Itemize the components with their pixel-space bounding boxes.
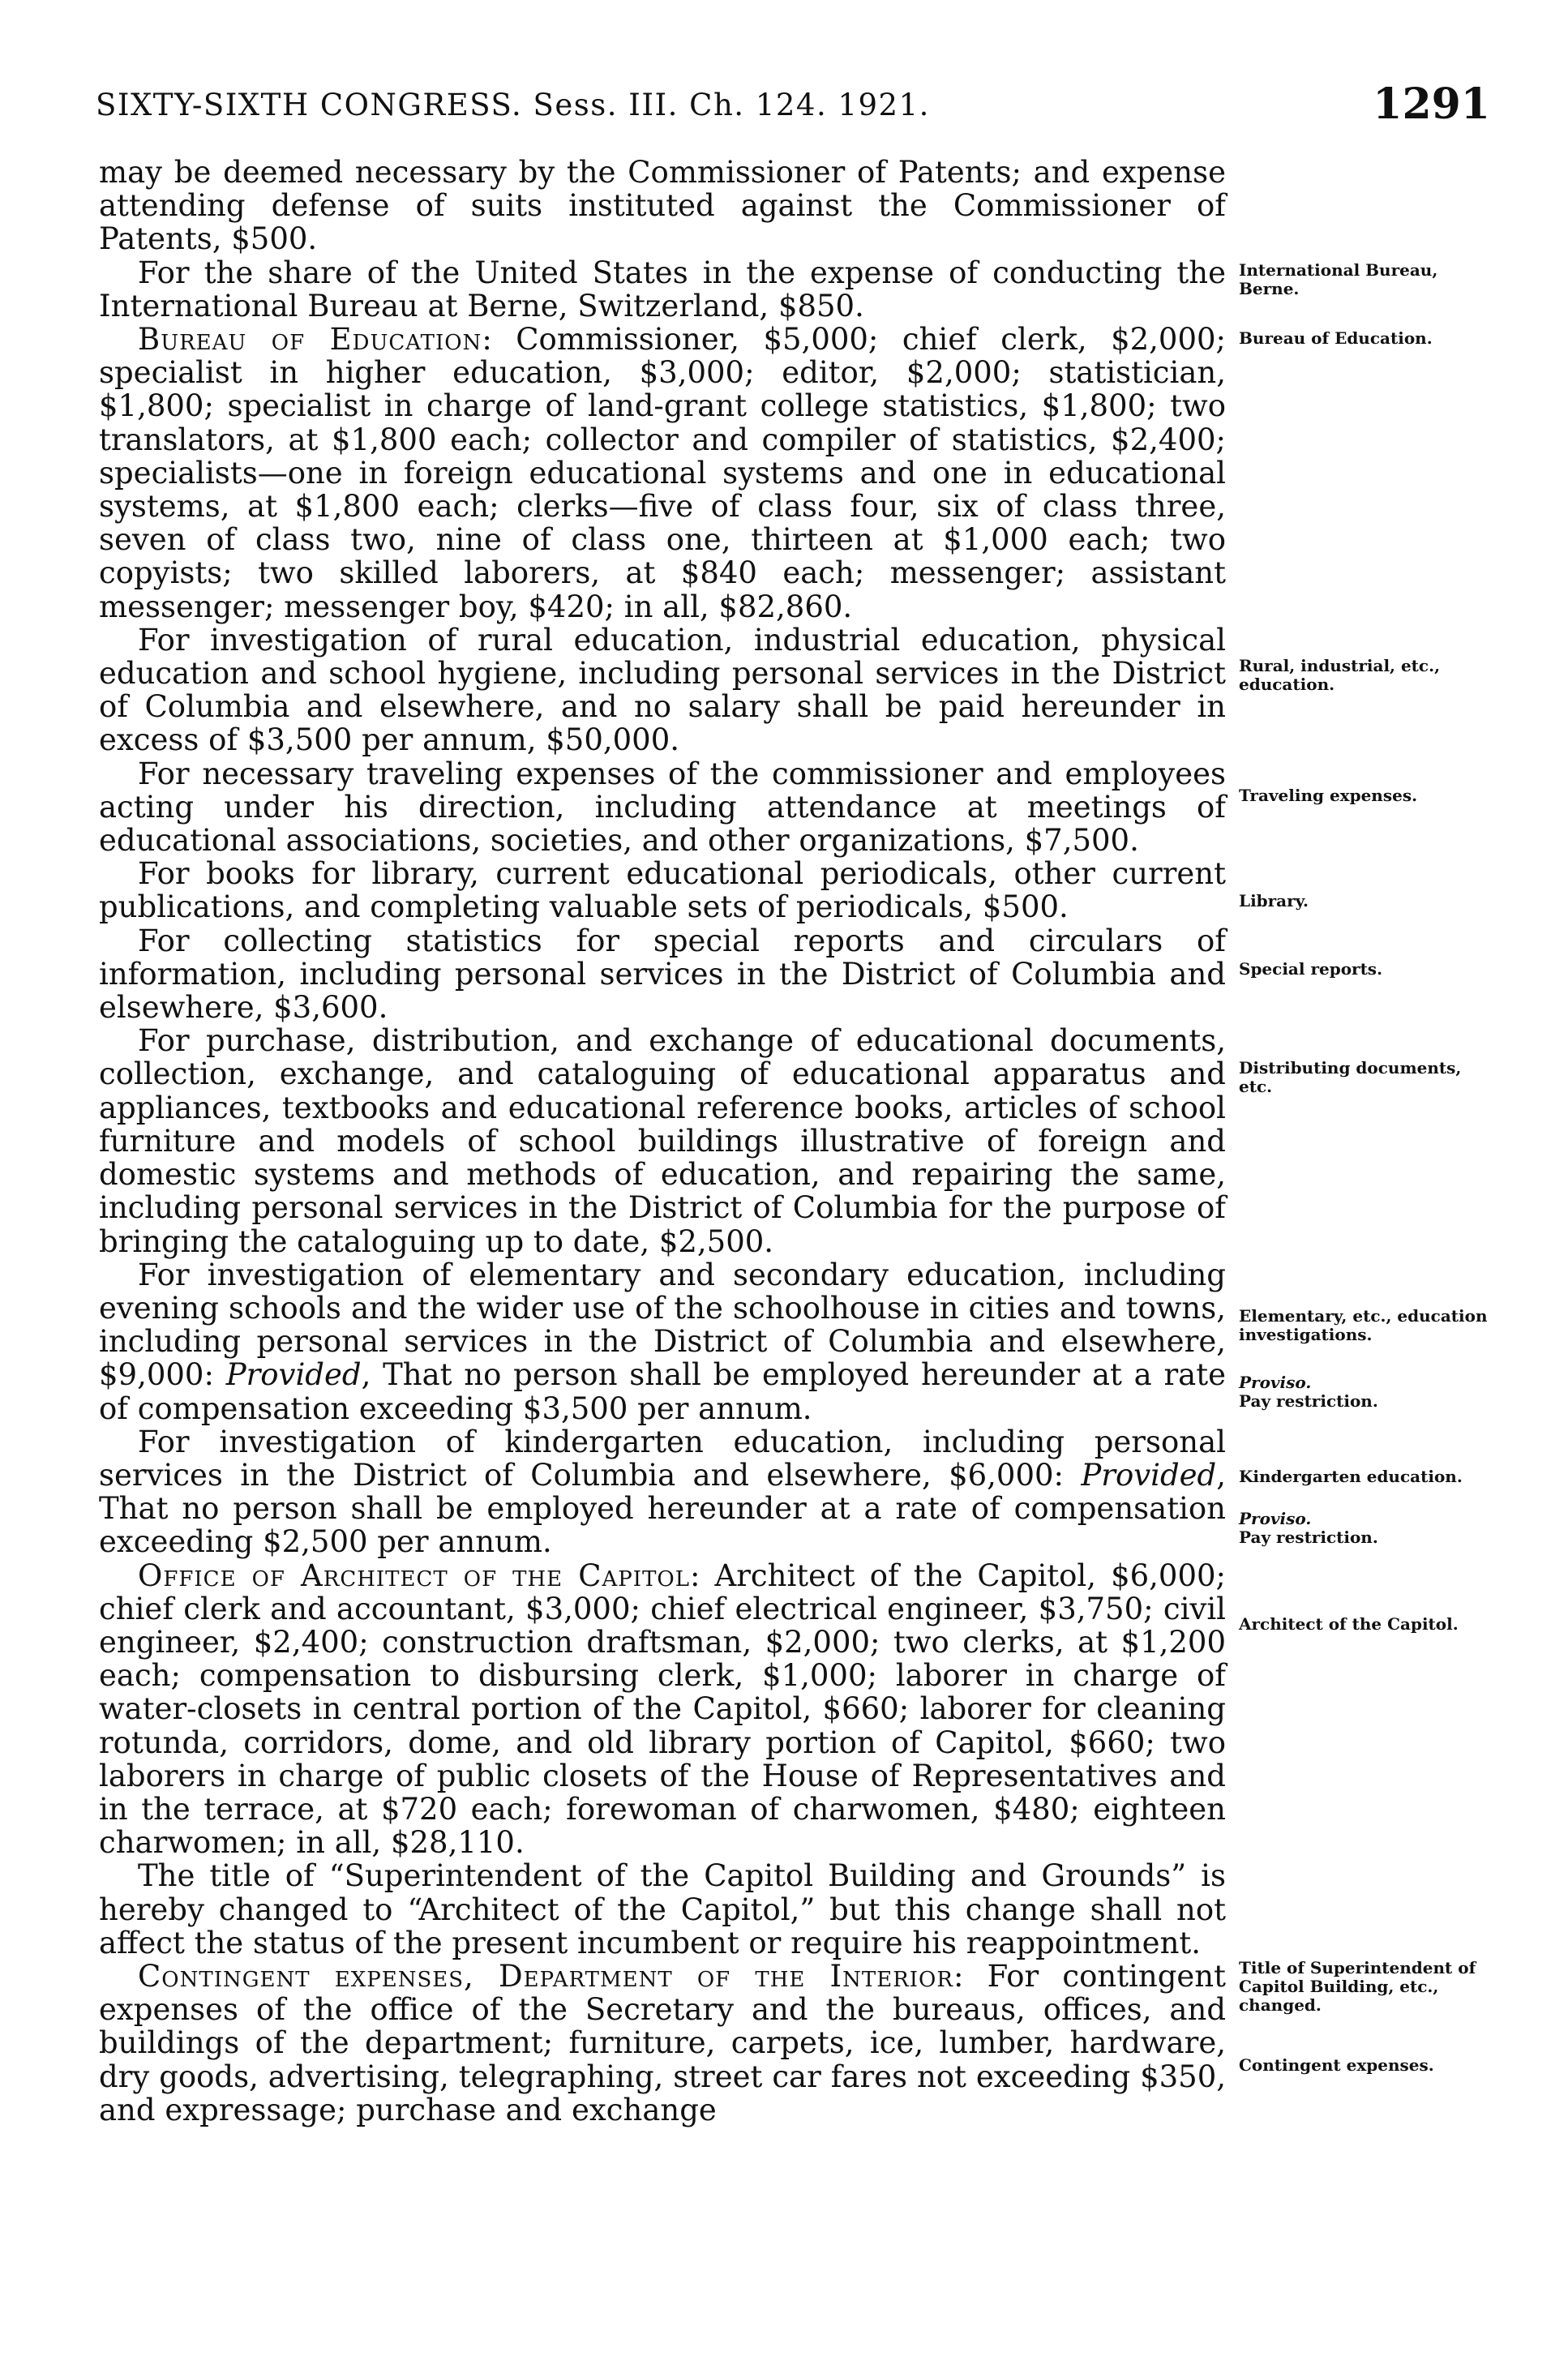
margin-note-proviso-1: Proviso. xyxy=(1239,1373,1312,1392)
paragraph-contingent-expenses xyxy=(99,1960,1226,2127)
paragraph-rural-education: For investigation of rural education, industrial education, physical education and school hygiene, including personal services in the District of Columbia and elsewhere, and no salary shall be paid hereunder in excess of $3,500 per annum, $50,000. xyxy=(99,622,1226,758)
running-head xyxy=(96,79,1490,136)
elementary-text-a: For investigation of elementary and secondary education, including evening schools and the wider use of the schoolhouse in cities and towns, including personal services in the District of Columbia and elsewhere, $9,000: xyxy=(99,1257,1226,1393)
paragraph-library: For books for library, current educational periodicals, other current publications, and completing valuable sets of periodicals, $500. xyxy=(99,856,1226,925)
margin-note-title-changed: Title of Superintendent of Capitol Building, etc., changed. xyxy=(1239,1958,1476,2015)
contingent-expenses-text: : For contingent expenses of the office of the Secretary and the bureaus, offices, and buildings of the department; furniture, carpets, ice, lumber, hardware, dry goods, advertising, telegraphing, street car fares not exceeding $350, and expressage; purchase and exchange xyxy=(99,1958,1227,2127)
kindergarten-text-a: For investigation of kindergarten education, including personal services in the District of Columbia and elsewhere, $6,000: xyxy=(99,1424,1226,1493)
margin-note-traveling-expenses: Traveling expenses. xyxy=(1239,786,1418,805)
margin-note-distributing-documents: Distributing documents, etc. xyxy=(1239,1058,1462,1096)
page-number: 1291 xyxy=(1373,79,1490,129)
paragraph-elementary-education xyxy=(99,1258,1226,1425)
margin-note-architect-of-capitol: Architect of the Capitol. xyxy=(1239,1614,1459,1634)
margin-note-special-reports: Special reports. xyxy=(1239,959,1383,979)
statute-text xyxy=(99,156,1226,2127)
paragraph-traveling-expenses: For necessary traveling expenses of the commissioner and employees acting under his direction, including attendance at meetings of educational associations, societies, and other organizations, $7,500. xyxy=(99,756,1226,859)
kindergarten-provided: Provided xyxy=(1081,1457,1217,1493)
elementary-provided: Provided xyxy=(225,1357,362,1393)
paragraph-international-bureau: For the share of the United States in the expense of conducting the International Bureau at Berne, Switzerland, $850. xyxy=(99,255,1226,323)
paragraph-bureau-of-education xyxy=(99,323,1226,623)
margin-note-kindergarten-education: Kindergarten education. xyxy=(1239,1467,1463,1486)
elementary-text-b: , That no person shall be employed hereunder at a rate of compensation exceeding $3,500 per annum. xyxy=(99,1357,1226,1426)
architect-of-capitol-text: : Architect of the Capitol, $6,000; chief clerk and accountant, $3,000; chief electrical engineer, $3,750; civil engineer, $2,400; construction draftsman, $2,000; two clerks, at $1,200 each; compensation to disbursing clerk, $1,000; laborer in charge of water-closets in central portion of the Capitol, $660; laborer for cleaning rotunda, corridors, dome, and old library portion of Capitol, $660; two laborers in charge of public closets of the House of Representatives and in the terrace, at $720 each; forewoman of charwomen, $480; eighteen charwomen; in all, $28,110. xyxy=(99,1557,1226,1861)
section-heading-bureau-of-education: Bureau of Education xyxy=(138,322,482,358)
margin-note-rural-education: Rural, industrial, etc., education. xyxy=(1239,656,1441,694)
margin-note-proviso-2: Proviso. xyxy=(1239,1509,1312,1528)
margin-note-international-bureau: International Bureau, Berne. xyxy=(1239,260,1438,298)
kindergarten-text-b: , That no person shall be employed hereunder at a rate of compensation exceeding $2,500 per annum. xyxy=(99,1457,1226,1560)
margin-note-pay-restriction-1: Pay restriction. xyxy=(1239,1391,1378,1411)
running-head-title: SIXTY-SIXTH CONGRESS. Sess. III. Ch. 124. 1921. xyxy=(96,88,930,122)
paragraph-patents-defense: may be deemed necessary by the Commissioner of Patents; and expense attending defense of suits instituted against the Commissioner of Patents, $500. xyxy=(99,155,1226,257)
paragraph-special-reports: For collecting statistics for special reports and circulars of information, including personal services in the District of Columbia and elsewhere, $3,600. xyxy=(99,923,1226,1026)
margin-note-contingent-expenses: Contingent expenses. xyxy=(1239,2055,1434,2075)
paragraph-title-change: The title of “Superintendent of the Capitol Building and Grounds” is hereby changed to “Architect of the Capitol,” but this change shall not affect the status of the present incumbent or require his reappointment. xyxy=(99,1858,1226,1960)
paragraph-kindergarten-education xyxy=(99,1425,1226,1559)
section-heading-contingent-expenses: Contingent expenses, Department of the Interior xyxy=(138,1958,953,1994)
paragraph-architect-of-capitol xyxy=(99,1559,1226,1860)
margin-note-library: Library. xyxy=(1239,891,1309,910)
section-heading-architect-of-capitol: Office of Architect of the Capitol xyxy=(138,1557,690,1593)
paragraph-distributing-documents: For purchase, distribution, and exchange of educational documents, collection, exchange, and cataloguing of educational apparatus and appliances, textbooks and educational reference books, articles of school furniture and models of school buildings illustrative of foreign and domestic systems and methods of education, and repairing the same, including personal services in the District of Columbia for the purpose of bringing the cataloguing up to date, $2,500. xyxy=(99,1023,1226,1259)
margin-note-pay-restriction-2: Pay restriction. xyxy=(1239,1527,1378,1547)
margin-note-bureau-of-education: Bureau of Education. xyxy=(1239,328,1433,348)
margin-note-elementary-education: Elementary, etc., education investigations. xyxy=(1239,1306,1488,1344)
bureau-of-education-text: : Commissioner, $5,000; chief clerk, $2,000; specialist in higher education, $3,000; editor, $2,000; statistician, $1,800; specialist in charge of land-grant college statistics, $1,800; two translators, at $1,800 each; collector and compiler of statistics, $2,400; specialists—one in foreign educational systems and one in educational systems, at $1,800 each; clerks—five of class four, six of class three, seven of class two, nine of class one, thirteen at $1,000 each; two copyists; two skilled laborers, at $840 each; messenger; assistant messenger; messenger boy, $420; in all, $82,860. xyxy=(99,322,1226,624)
